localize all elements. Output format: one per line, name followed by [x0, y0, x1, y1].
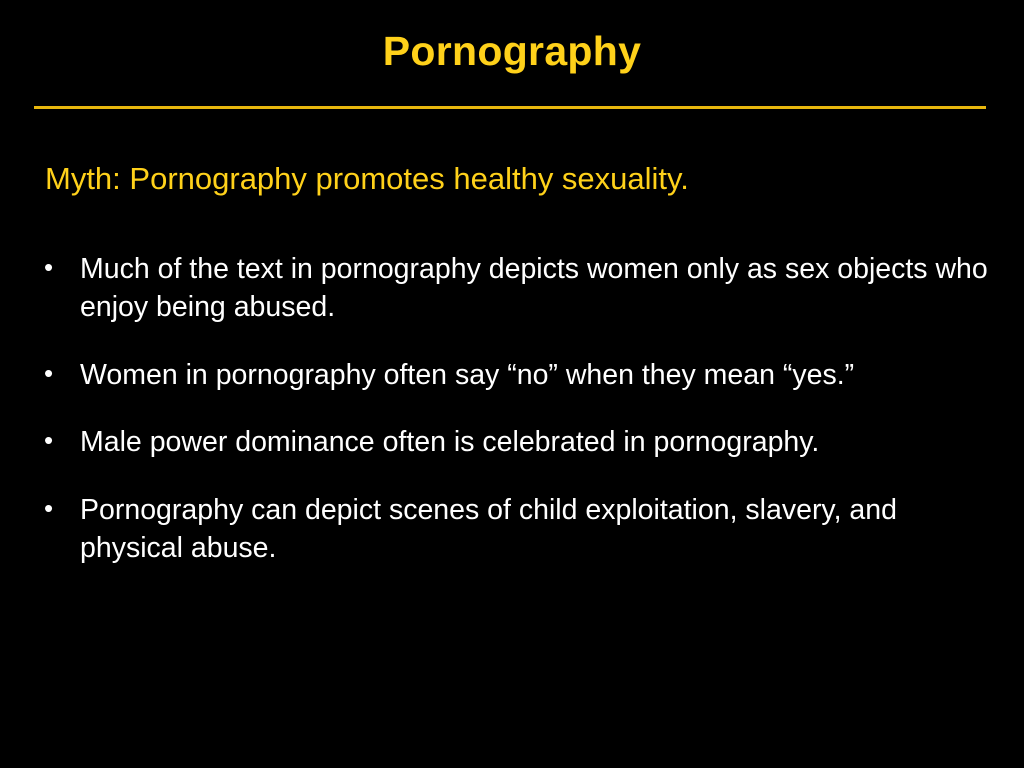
- list-item-text: Much of the text in pornography depicts women only as sex objects who enjoy being abused.: [80, 253, 988, 324]
- bullet-marker-icon: •: [44, 492, 54, 523]
- list-item: [40, 356, 1000, 394]
- list-item-text: Male power dominance often is celebrated in pornography.: [80, 426, 820, 459]
- bullet-list: [40, 250, 1000, 597]
- bullet-marker-icon: •: [44, 357, 54, 388]
- page-title: Pornography: [382, 28, 642, 74]
- bullet-marker-icon: •: [44, 425, 54, 456]
- slide-subtitle: Myth: Pornography promotes healthy sexuality.: [45, 161, 689, 196]
- bullet-marker-icon: •: [44, 252, 54, 282]
- list-item: [40, 250, 1000, 327]
- list-item-text: Women in pornography often say “no” when they mean “yes.”: [80, 358, 855, 391]
- list-item: [40, 491, 1000, 568]
- list-item-text: Pornography can depict scenes of child exploitation, slavery, and physical abuse.: [80, 493, 897, 565]
- list-item: [40, 423, 1000, 461]
- title-divider: [34, 106, 986, 109]
